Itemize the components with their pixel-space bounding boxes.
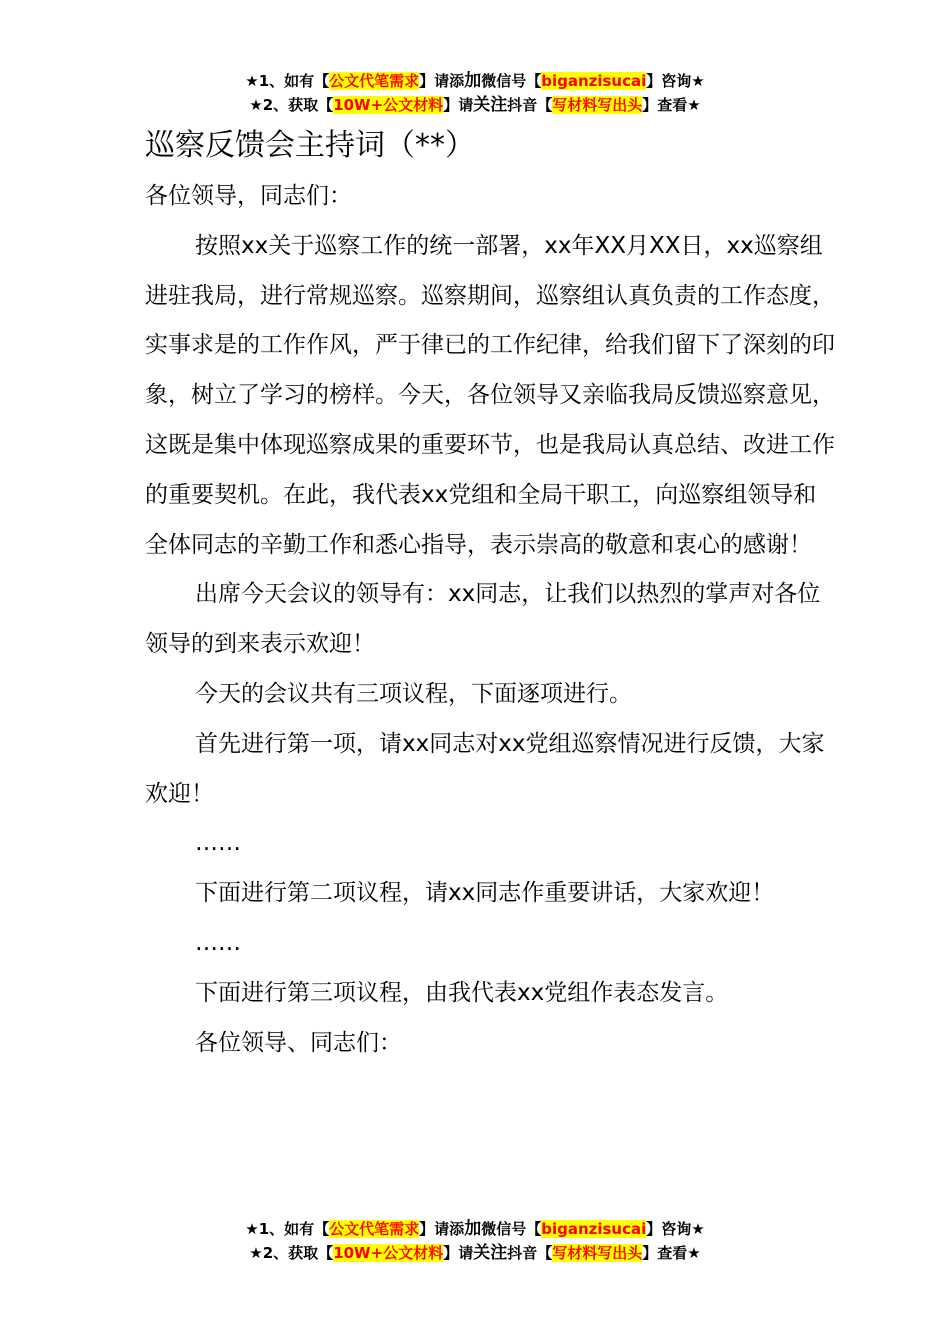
promo-text: 】请 (443, 96, 474, 114)
promo-text: 抖音【 (507, 1244, 553, 1262)
promo-text: 微信号【 (481, 1220, 542, 1238)
promo-highlight: 公文代笔需求 (329, 72, 420, 90)
salutation: 各位领导，同志们： (145, 183, 352, 209)
promo-text: 抖音【 (507, 96, 553, 114)
promo-text: 】咨询★ (646, 72, 705, 90)
promo-highlight: 10W+公文材料 (333, 96, 444, 114)
document-body (145, 172, 835, 1068)
promo-text: ★1、如有【 (245, 1220, 330, 1238)
promo-emphasis: 关注 (473, 1243, 508, 1263)
promo-highlight: 写材料写出头 (552, 96, 643, 114)
paragraph: 首先进行第一项，请xx同志对xx党组巡察情况进行反馈，大家欢迎！ (145, 730, 825, 807)
promo-highlight: biganzisucai (541, 1220, 647, 1238)
promo-text: 】查看★ (642, 1244, 701, 1262)
promo-text: ★2、获取【 (249, 1244, 334, 1262)
promo-text: ★2、获取【 (249, 96, 334, 114)
promo-highlight: 10W+公文材料 (333, 1244, 444, 1262)
promo-emphasis: 关注 (473, 95, 508, 115)
promo-line-1 (0, 1218, 950, 1242)
promo-highlight: 公文代笔需求 (329, 1220, 420, 1238)
promo-highlight: 写材料写出头 (552, 1244, 643, 1262)
promo-text: 】咨询★ (646, 1220, 705, 1238)
promo-text: 】查看★ (642, 96, 701, 114)
paragraph: 出席今天会议的领导有：xx同志，让我们以热烈的掌声对各位领导的到来表示欢迎！ (145, 581, 821, 658)
promo-emphasis: 加 (464, 71, 482, 91)
promo-text: 】请添 (419, 1220, 465, 1238)
paragraph: 今天的会议共有三项议程，下面逐项进行。 (195, 680, 632, 707)
ellipsis: …… (195, 929, 241, 956)
promo-line-1 (0, 70, 950, 94)
promo-footer (0, 1218, 950, 1266)
promo-emphasis: 加 (464, 1219, 482, 1239)
promo-line-2 (0, 94, 950, 118)
paragraph: 各位领导、同志们： (195, 1029, 402, 1056)
paragraph: 下面进行第二项议程，请xx同志作重要讲话，大家欢迎！ (195, 880, 775, 907)
promo-header (0, 70, 950, 118)
promo-line-2 (0, 1242, 950, 1266)
promo-text: 】请添 (419, 72, 465, 90)
promo-highlight: biganzisucai (541, 72, 647, 90)
paragraph: 按照xx关于巡察工作的统一部署，xx年XX月XX日，xx巡察组进驻我局，进行常规巡察。巡察期间，巡察组认真负责的工作态度，实事求是的工作作风，严于律已的工作纪律，给我们留下了深刻的印象，树立了学习的榜样。今天，各位领导又亲临我局反馈巡察意见，这既是集中体现巡察成果的重要环节，也是我局认真总结、改进工作的重要契机。在此，我代表xx党组和全局干职工，向巡察组领导和全体同志的辛勤工作和悉心指导，表示崇高的敬意和衷心的感谢！ (145, 232, 835, 558)
promo-text: 】请 (443, 1244, 474, 1262)
document-title: 巡察反馈会主持词（**） (145, 128, 475, 163)
paragraph: 下面进行第三项议程，由我代表xx党组作表态发言。 (195, 979, 729, 1006)
promo-text: 微信号【 (481, 72, 542, 90)
ellipsis: …… (195, 830, 241, 857)
promo-text: ★1、如有【 (245, 72, 330, 90)
